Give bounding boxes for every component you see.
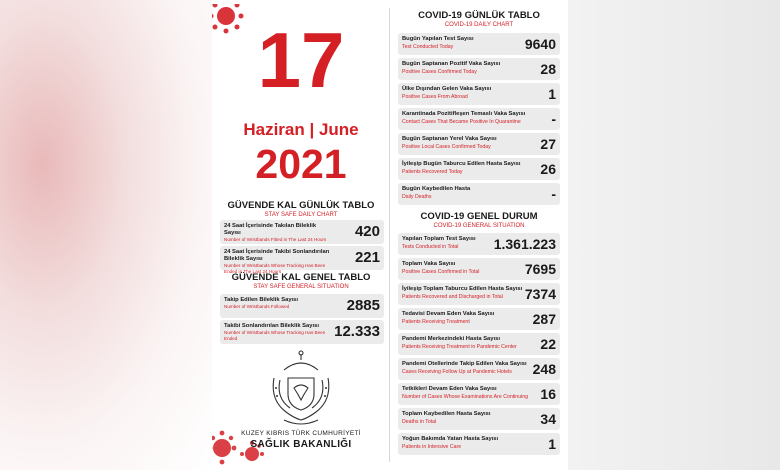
row-label-en: Patients Recovered Today (402, 168, 463, 175)
row-value: 26 (540, 161, 556, 177)
background-right (568, 0, 780, 470)
row-value: 2885 (346, 297, 380, 314)
covid-general-row (398, 258, 560, 280)
row-value: 248 (532, 361, 556, 377)
row-value: 27 (540, 136, 556, 152)
stay-safe-daily-row (220, 246, 384, 274)
row-label-en: Contact Cases That Became Positive In Quarantine (402, 118, 521, 125)
row-label-en: Number of Wristbands Followed (224, 304, 290, 309)
row-label-en: Patients Receiving Treatment (402, 318, 470, 325)
covid-daily-row (398, 83, 560, 105)
row-value: 28 (540, 61, 556, 77)
covid-daily-row (398, 108, 560, 130)
covid-general-row (398, 283, 560, 305)
row-label-en: Positive Local Cases Confirmed Today (402, 143, 491, 150)
covid-general-row (398, 408, 560, 430)
row-label: Bugün Yapılan Test Sayısı (402, 36, 474, 42)
row-value: 420 (354, 223, 380, 240)
row-label: Bugün Saptanan Pozitif Vaka Sayısı (402, 61, 501, 67)
stay-safe-general-row (220, 294, 384, 318)
stay-safe-general-header (216, 272, 386, 291)
stay-safe-daily-row (220, 220, 384, 244)
covid-daily-row (398, 58, 560, 80)
stay-safe-daily-header (216, 200, 386, 219)
date-day: 17 (257, 16, 345, 104)
row-label: Yapılan Toplam Test Sayısı (402, 236, 476, 242)
row-label: Pandemi Merkezindeki Hasta Sayısı (402, 336, 500, 342)
row-label-en: Patients in Intensive Care (402, 443, 462, 450)
row-label-en: Cases Receiving Follow Up at Pandemic Hotels (402, 368, 512, 375)
row-value: 7695 (524, 261, 556, 277)
ministry-name: SAĞLIK BAKANLIĞI (250, 439, 352, 450)
covid-general-row (398, 433, 560, 455)
covid-infographic (212, 4, 568, 466)
section-subtitle: STAY SAFE GENERAL SITUATION (253, 284, 349, 290)
date-month: Haziran | June (243, 120, 359, 139)
covid-general-header (394, 211, 564, 230)
row-label: Karantinada Pozitifleşen Temaslı Vaka Sayısı (402, 111, 526, 117)
row-value: 7374 (524, 286, 556, 302)
row-label-en: Number of Wristbands Whose Tracking Has Been Ended in The Last 24 Hours (224, 263, 326, 274)
row-value: 34 (540, 411, 556, 427)
row-label: Toplam Kaybedilen Hasta Sayısı (402, 411, 491, 417)
row-value: 1.361.223 (493, 236, 556, 252)
row-label: İyileşip Toplam Taburcu Edilen Hasta Sayısı (402, 286, 523, 292)
section-subtitle: COVID-19 GENERAL SITUATION (433, 223, 525, 229)
covid-daily-row (398, 33, 560, 55)
section-title: COVID-19 GENEL DURUM (420, 211, 538, 222)
covid-daily-header (394, 10, 564, 29)
covid-general-row (398, 383, 560, 405)
covid-general-row (398, 358, 560, 380)
covid-daily-row (398, 183, 560, 205)
row-label-en: Patients Receiving Treatment in Pandemic Center (402, 343, 517, 350)
row-value: 287 (532, 311, 556, 327)
section-title: COVID-19 GÜNLÜK TABLO (418, 10, 540, 21)
row-label: İyileşip Bugün Taburcu Edilen Hasta Sayısı (402, 161, 521, 167)
covid-general-row (398, 233, 560, 255)
background-left (0, 0, 212, 470)
row-label-en: Positive Cases Confirmed Today (402, 68, 477, 75)
row-label-en: Number of Wristbands Fitted in The Last 24 Hours (224, 237, 327, 242)
stay-safe-general-row (220, 320, 384, 344)
section-subtitle: COVID-19 DAILY CHART (444, 22, 514, 28)
row-label: Ülke Dışından Gelen Vaka Sayısı (402, 86, 492, 92)
row-label: Tetkikleri Devam Eden Vaka Sayısı (402, 386, 497, 392)
row-label: Pandemi Otellerinde Takip Edilen Vaka Sayısı (402, 361, 527, 367)
row-label: Bugün Saptanan Yerel Vaka Sayısı (402, 136, 497, 142)
row-label-en: Number of Wristbands Whose Tracking Has Been Ended (224, 330, 326, 341)
column-divider (389, 8, 390, 462)
row-value: - (551, 186, 556, 202)
row-label-en: Number of Cases Whose Examinations Are Continuing (402, 393, 529, 400)
row-value: 1 (548, 436, 556, 452)
row-label-en: Deaths in Total (402, 418, 437, 425)
row-value: 221 (354, 249, 380, 266)
row-value: 9640 (524, 36, 556, 52)
row-label: Takibi Sonlandırılan Bileklik Sayısı (224, 323, 319, 329)
row-label: Bugün Kaybedilen Hasta (402, 186, 471, 192)
row-label: 24 Saat İçerisinde Takılan Bileklik Sayısı (224, 223, 317, 236)
row-label: Yoğun Bakımda Yatan Hasta Sayısı (402, 436, 499, 442)
row-label: Tedavisi Devam Eden Vaka Sayısı (402, 311, 495, 317)
date-year: 2021 (255, 141, 347, 187)
row-label-en: Daily Deaths (402, 193, 432, 200)
covid-general-row (398, 333, 560, 355)
row-value: 1 (548, 86, 556, 102)
section-subtitle: STAY SAFE DAILY CHART (264, 212, 338, 218)
row-label-en: Positive Cases Confirmed in Total (402, 268, 480, 275)
ministry-emblem-icon (264, 348, 338, 428)
ministry-country: KUZEY KIBRIS TÜRK CUMHURİYETİ (241, 430, 361, 437)
row-value: 16 (540, 386, 556, 402)
row-label-en: Test Conducted Today (402, 43, 454, 50)
section-title: GÜVENDE KAL GENEL TABLO (231, 272, 371, 283)
section-title: GÜVENDE KAL GÜNLÜK TABLO (227, 200, 375, 211)
row-label-en: Patients Recovered and Discharged in Total (402, 293, 503, 300)
covid-daily-row (398, 133, 560, 155)
covid-daily-row (398, 158, 560, 180)
row-label: 24 Saat İçerisinde Takibi Sonlandırılan Bileklik Sayısı (224, 249, 330, 262)
row-label: Takip Edilen Bileklik Sayısı (224, 297, 298, 303)
row-value: 12.333 (334, 323, 380, 340)
row-label-en: Positive Cases From Abroad (402, 93, 468, 100)
covid-general-row (398, 308, 560, 330)
row-value: - (551, 111, 556, 127)
row-value: 22 (540, 336, 556, 352)
row-label: Toplam Vaka Sayısı (402, 261, 456, 267)
row-label-en: Tests Conducted in Total (402, 243, 459, 250)
